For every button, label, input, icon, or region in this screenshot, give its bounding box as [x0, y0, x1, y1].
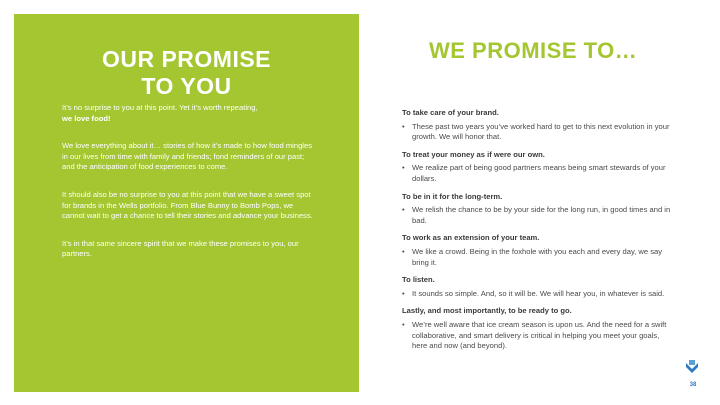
- promise-heading: Lastly, and most importantly, to be ready to go.: [402, 306, 572, 316]
- promise-text: We like a crowd. Being in the foxhole with you each and every day, we say bring it.: [412, 246, 663, 267]
- bullet-icon: •: [402, 163, 405, 173]
- page-number: 38: [689, 382, 697, 388]
- promise-bullet: [402, 289, 672, 300]
- promise-heading: To be in it for the long-term.: [402, 191, 503, 201]
- promise-bullet: [402, 205, 672, 226]
- promise-text: We’re well aware that ice cream season is upon us. And the need for a swift collaborative, and smart delivery is critical in helping you meet your goals, here and now (and beyond).: [412, 319, 667, 351]
- promise-text: It sounds so simple. And, so it will be. We will hear you, in whatever is said.: [412, 288, 665, 298]
- panel-title: [14, 46, 359, 100]
- promise-item: [402, 233, 672, 268]
- intro-text: It’s no surprise to you at this point. Yet it’s worth repeating,: [62, 103, 258, 112]
- panel-title-line-1: OUR PROMISE: [101, 46, 272, 72]
- promise-item: [402, 108, 672, 143]
- promise-text: These past two years you’ve worked hard to get to this next evolution in your growth. We will honor that.: [412, 121, 670, 142]
- promise-text: We realize part of being good partners means being smart stewards of your dollars.: [412, 163, 666, 183]
- promise-panel: [14, 14, 359, 392]
- bullet-icon: •: [402, 319, 405, 329]
- bullet-icon: •: [402, 205, 405, 215]
- promise-bullet: [402, 122, 672, 143]
- bullet-icon: •: [402, 121, 405, 131]
- promise-item: [402, 150, 672, 185]
- promise-bullet: [402, 247, 672, 268]
- portfolio-paragraph: It should also be no surprise to you at this point that we have a sweet spot for brands in the Wells portfolio. From Blue Bunny to Bomb Pops, we cannot wait to get a chance to tell their stories and advance your business.: [62, 189, 313, 221]
- intro-emphasis: we love food!: [62, 113, 111, 123]
- promise-heading: To work as an extension of your team.: [402, 233, 540, 243]
- bullet-icon: •: [402, 288, 405, 298]
- down-arrow-icon[interactable]: [684, 359, 700, 375]
- panel-title-line-2: TO YOU: [141, 73, 232, 99]
- love-food-paragraph: We love everything about it… stories of how it’s made to how food mingles in our lives from time with family and friends; fond reminders of our past; and the anticipation of food experiences to come.: [62, 141, 313, 172]
- spirit-paragraph: It’s in that same sincere spirit that we make these promises to you, our partners.: [62, 238, 299, 259]
- promises-list: [402, 108, 672, 359]
- promise-item: [402, 275, 672, 299]
- promise-item: [402, 192, 672, 227]
- promise-bullet: [402, 163, 672, 184]
- promises-title: WE PROMISE TO…: [429, 38, 638, 63]
- promise-heading: To listen.: [402, 275, 435, 285]
- promise-heading: To take care of your brand.: [402, 108, 499, 117]
- promise-text: We relish the chance to be by your side for the long run, in good times and in bad.: [412, 205, 671, 225]
- panel-body: [62, 103, 317, 277]
- promise-item: [402, 306, 672, 351]
- intro-paragraph: [62, 103, 317, 124]
- bullet-icon: •: [402, 246, 405, 256]
- promise-heading: To treat your money as if were our own.: [402, 149, 545, 159]
- promise-bullet: [402, 320, 672, 352]
